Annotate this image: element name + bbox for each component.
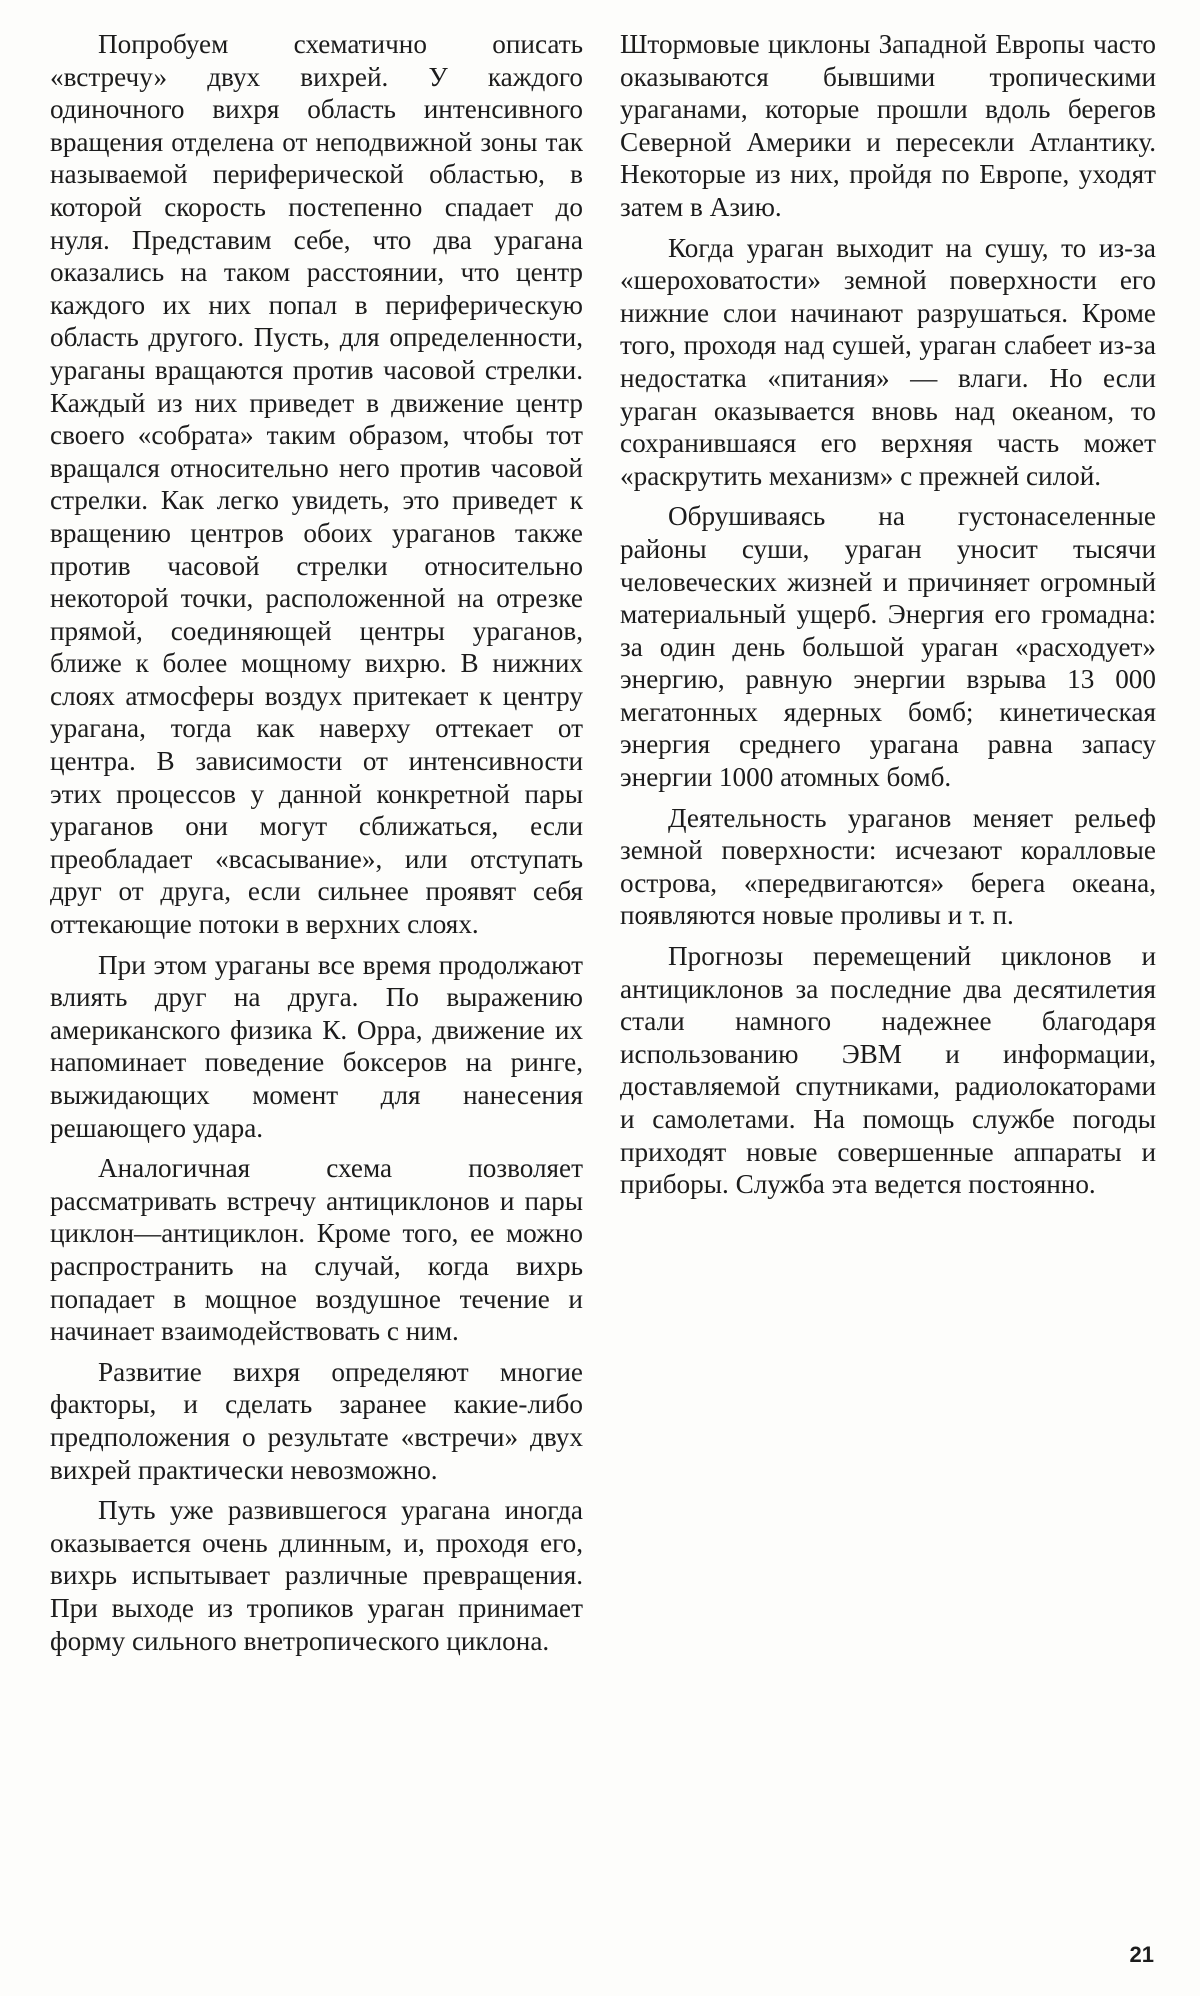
paragraph-landfall: Когда ураган выходит на сушу, то из-за «шероховатости» земной поверхности его нижние слои начинают разрушаться. Кроме того, проходя над сушей, ураган слабеет из-за недостатка «питания» — влаги. Но если ураган оказывается вновь над океаном, то сохранившаяся его верхняя часть может «раскрутить механизм» с прежней силой.	[620, 232, 1156, 491]
paragraph-vortex-meeting: Попробуем схематично описать «встречу» двух вихрей. У каждого одиночного вихря область интенсивного вращения отделена от неподвижной зоны так называемой периферической областью, в которой скорость постепенно спадает до нуля. Представим себе, что два урагана оказались на таком расстоянии, что центр каждого их них попал в периферическую область другого. Пусть, для определенности, ураганы вращаются против часовой стрелки. Каждый из них приведет в движение центр своего «собрата» таким образом, чтобы тот вращался относительно него против часовой стрелки. Как легко увидеть, это приведет к вращению центров обоих ураганов также против часовой стрелки относительно некоторой точки, расположенной на отрезке прямой, соединяющей центры ураганов, ближе к более мощному вихрю. В нижних слоях атмосферы воздух притекает к центру урагана, тогда как наверху оттекает от центра. В зависимости от интенсивности этих процессов у данной конкретной пары ураганов они могут сближаться, если преобладает «всасывание», или отступать друг от друга, если сильнее проявят себя оттекающие потоки в верхних слоях.	[50, 29, 583, 940]
paragraph-continuation: Штормовые циклоны Западной Европы часто оказываются бывшими тропическими ураганами, которые прошли вдоль берегов Северной Америки и пересекли Атлантику. Некоторые из них, пройдя по Европе, уходят затем в Азию.	[620, 29, 1156, 222]
paragraph-boxers: При этом ураганы все время продолжают влиять друг на друга. По выражению американского физика К. Орра, движение их напоминает поведение боксеров на ринге, выжидающих момент для нанесения решающего удара.	[50, 949, 583, 1143]
paragraph-forecasts: Прогнозы перемещений циклонов и антициклонов за последние два десятилетия стали намного надежнее благодаря использованию ЭВМ и информации, доставляемой спутниками, радиолокаторами и самолетами. На помощь службе погоды приходят новые совершенные аппараты и приборы. Служба эта ведется постоянно.	[620, 941, 1156, 1200]
left-column	[50, 28, 583, 1665]
page-number: 21	[1129, 1942, 1154, 1967]
paragraph-relief: Деятельность ураганов меняет рельеф земной поверхности: исчезают коралловые острова, «передвигаются» берега океана, появляются новые проливы и т. п.	[620, 802, 1156, 931]
paragraph-hurricane-path: Путь уже развившегося урагана иногда оказывается очень длинным, и, проходя его, вихрь испытывает различные превращения. При выходе из тропиков ураган принимает форму сильного внетропического циклона.	[50, 1495, 583, 1656]
paragraph-anticyclones: Аналогичная схема позволяет рассматривать встречу антициклонов и пары циклон—антициклон. Кроме того, ее можно распространить на случай, когда вихрь попадает в мощное воздушное течение и начинает взаимодействовать с ним.	[50, 1153, 583, 1347]
right-column	[620, 28, 1156, 1209]
paragraph-factors: Развитие вихря определяют многие факторы, и сделать заранее какие-либо предположения о результате «встречи» двух вихрей практически невозможно.	[50, 1356, 583, 1485]
paragraph-damage: Обрушиваясь на густонаселенные районы суши, ураган уносит тысячи человеческих жизней и причиняет огромный материальный ущерб. Энергия его громадна: за один день большой ураган «расходует» энергию, равную энергии взрыва 13 000 мегатонных ядерных бомб; кинетическая энергия среднего урагана равна запасу энергии 1000 атомных бомб.	[620, 501, 1156, 793]
